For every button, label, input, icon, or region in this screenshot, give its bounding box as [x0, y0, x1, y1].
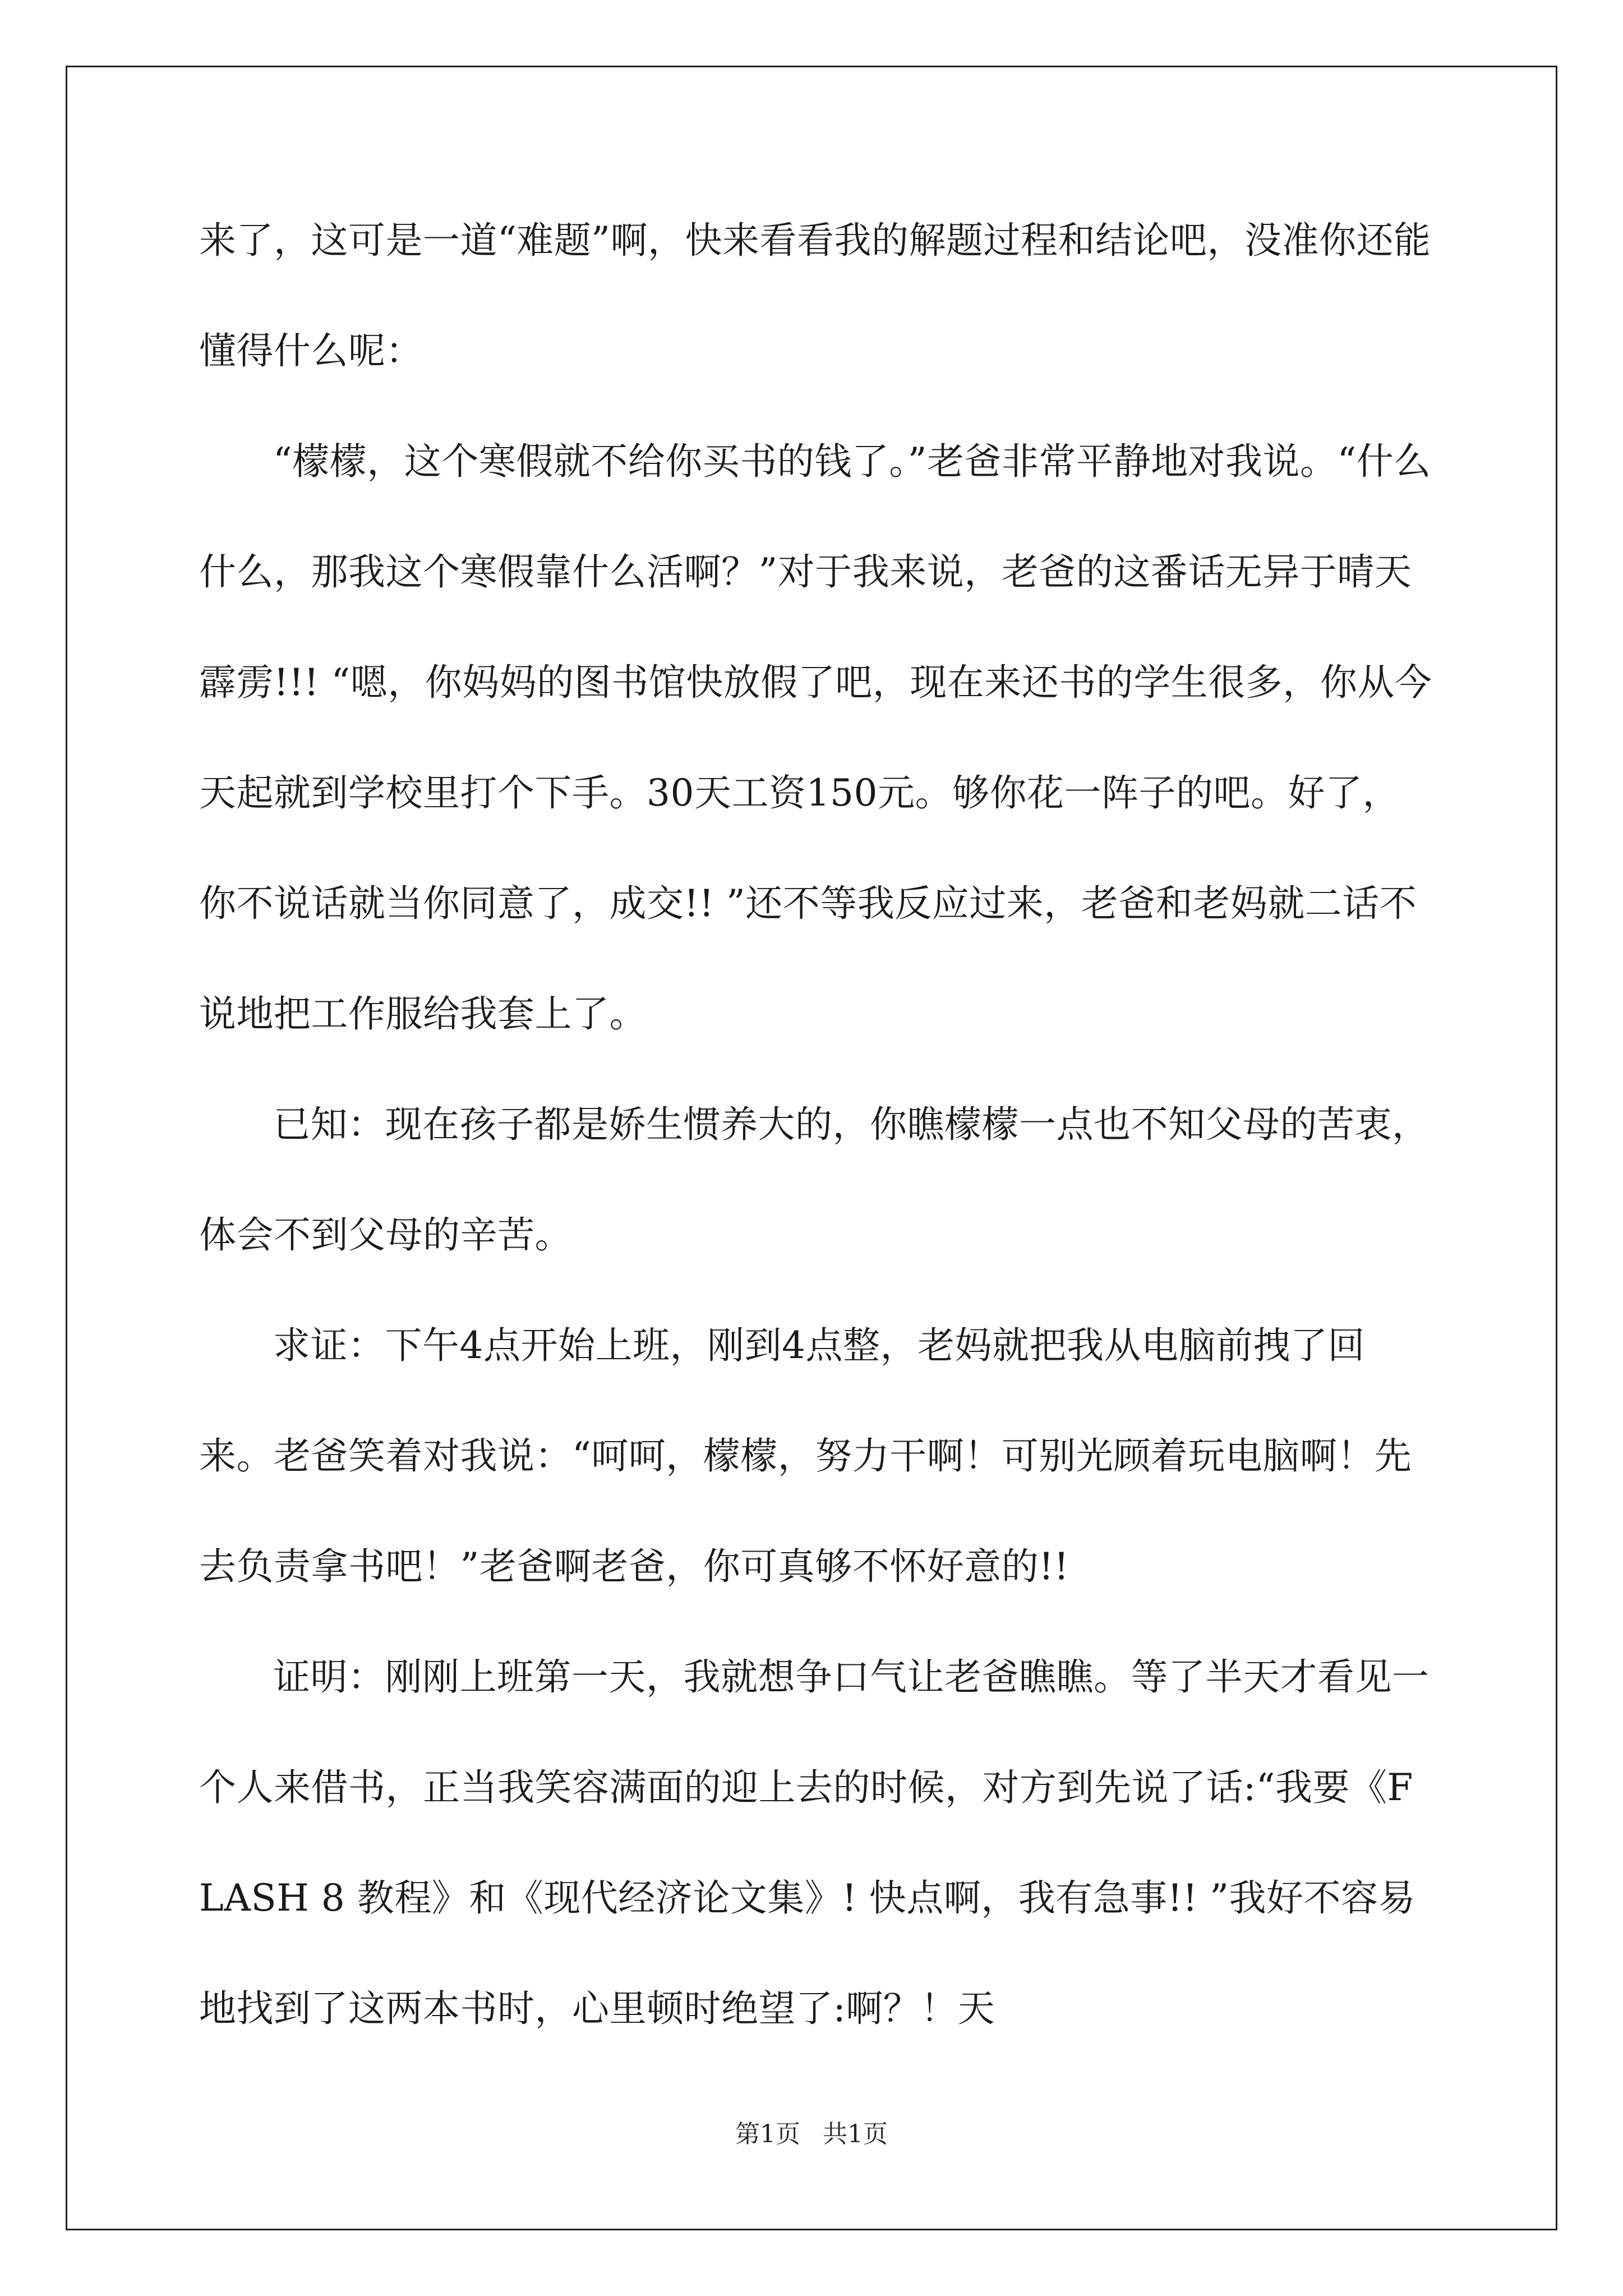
paragraph-1: 来了，这可是一道“难题”啊，快来看看我的解题过程和结论吧，没准你还能懂得什么呢：: [199, 219, 1431, 372]
page-number-total: 共1页: [823, 2120, 888, 2148]
paragraph-2: “檬檬，这个寒假就不给你买书的钱了。”老爸非常平静地对我说。“什么什么，那我这个寒假靠什么活啊？”对于我来说，老爸的这番话无异于晴天霹雳!!! “嗯，你妈妈的图书馆快放假了吧，现在来还书的学生很多，你从今天起就到学校里打个下手。30天工资150元。够你花一阵子的吧。好了，你不说话就当你同意了，成交!! ”还不等我反应过来，老爸和老妈就二话不说地把工作服给我套上了。: [199, 440, 1432, 1036]
document-body: [199, 185, 1433, 2064]
page-number-current: 第1页: [735, 2120, 800, 2148]
paragraph-4: 求证：下午4点开始上班，刚到4点整，老妈就把我从电脑前拽了回来。老爸笑着对我说：“呵呵，檬檬，努力干啊！可别光顾着玩电脑啊！先去负责拿书吧！”老爸啊老爸，你可真够不怀好意的!!: [199, 1324, 1412, 1588]
paragraph-5: 证明：刚刚上班第一天，我就想争口气让老爸瞧瞧。等了半天才看见一个人来借书，正当我笑容满面的迎上去的时候，对方到先说了话:“我要《FLASH 8 教程》和《现代经济论文集》! 快点啊，我有急事!! ”我好不容易地找到了这两本书时，心里顿时绝望了:啊？！天: [199, 1655, 1430, 2030]
page-footer: [0, 2118, 1623, 2151]
paragraph-3: 已知：现在孩子都是娇生惯养大的，你瞧檬檬一点也不知父母的苦衷，体会不到父母的辛苦。: [199, 1103, 1430, 1257]
